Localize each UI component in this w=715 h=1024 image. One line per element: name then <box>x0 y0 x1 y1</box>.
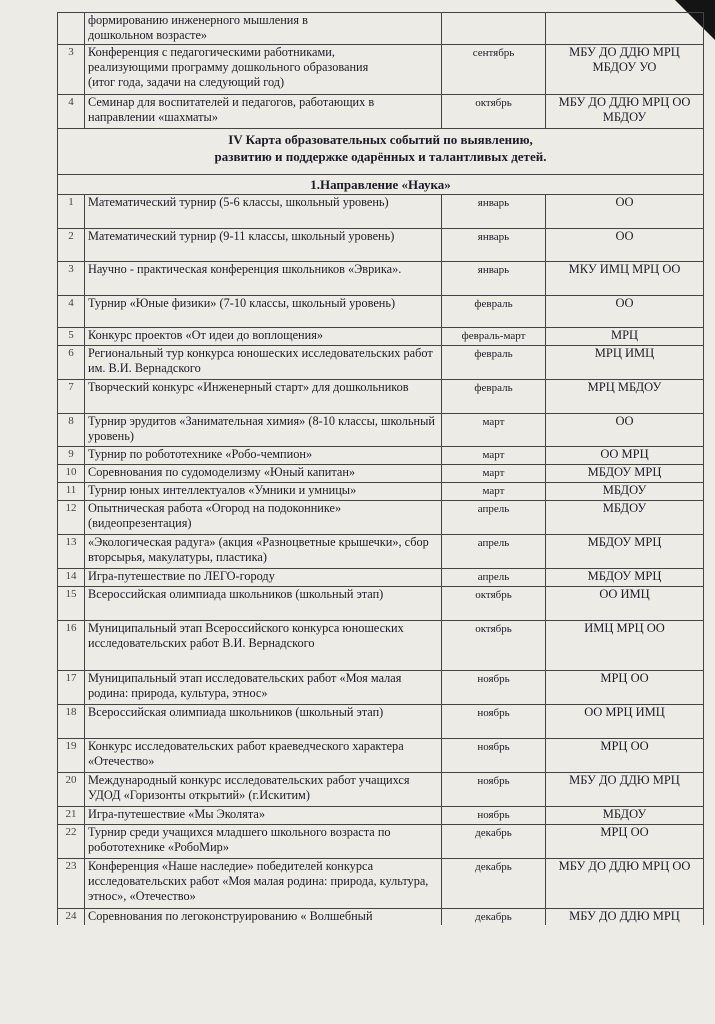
row-number: 24 <box>58 909 85 926</box>
event-month: апрель <box>442 535 546 569</box>
row-number: 2 <box>58 229 85 262</box>
row-number: 23 <box>58 859 85 909</box>
event-executor: ИМЦ МРЦ ОО <box>546 621 704 671</box>
event-month: март <box>442 483 546 501</box>
event-text: Соревнования по судомоделизму «Юный капитан» <box>85 465 442 483</box>
event-text <box>85 13 442 45</box>
event-executor: ОО ИМЦ <box>546 587 704 621</box>
table-row <box>58 807 704 825</box>
event-executor: ОО <box>546 195 704 229</box>
event-executor: МРЦ <box>546 328 704 346</box>
event-executor: МРЦ ИМЦ <box>546 346 704 380</box>
event-month: январь <box>442 262 546 296</box>
event-month: февраль <box>442 346 546 380</box>
event-executor: ОО <box>546 229 704 262</box>
event-text: Всероссийская олимпиада школьников (школьный этап) <box>85 587 442 621</box>
event-executor: ОО МРЦ ИМЦ <box>546 705 704 739</box>
row-number: 13 <box>58 535 85 569</box>
event-text-line: Семинар для воспитателей и педагогов, работающих в <box>88 95 375 109</box>
event-text: Математический турнир (5-6 классы, школьный уровень) <box>85 195 442 229</box>
event-text: Творческий конкурс «Инженерный старт» для дошкольников <box>85 380 442 414</box>
event-text: Конкурс исследовательских работ краеведческого характера «Отечество» <box>85 739 442 773</box>
table-row <box>58 773 704 807</box>
event-executor: МБДОУ <box>546 483 704 501</box>
row-number: 14 <box>58 569 85 587</box>
event-month: январь <box>442 195 546 229</box>
event-text-line: Конференция с педагогическими работниками, <box>88 45 335 59</box>
event-executor: ОО МРЦ <box>546 447 704 465</box>
event-text: Конференция «Наше наследие» победителей конкурса исследовательских работ «Моя малая родина: природа, культура, этнос», «Отечество» <box>85 859 442 909</box>
event-executor: МБДОУ МРЦ <box>546 535 704 569</box>
row-number <box>58 13 85 45</box>
event-executor: МБУ ДО ДДЮ МРЦ <box>546 773 704 807</box>
event-text-line: (итог года, задачи на следующий год) <box>88 75 285 89</box>
event-executor: МБДОУ <box>546 501 704 535</box>
row-number: 11 <box>58 483 85 501</box>
table-row <box>58 739 704 773</box>
event-month: февраль <box>442 380 546 414</box>
section-heading <box>58 129 704 175</box>
event-month: февраль-март <box>442 328 546 346</box>
event-text: Турнир эрудитов «Занимательная химия» (8-10 классы, школьный уровень) <box>85 414 442 447</box>
table-row <box>58 825 704 859</box>
table-row <box>58 346 704 380</box>
event-month: декабрь <box>442 909 546 926</box>
event-executor: МБУ ДО ДДЮ МРЦ ОО МБДОУ <box>546 95 704 129</box>
table-row <box>58 587 704 621</box>
table-row <box>58 13 704 45</box>
event-text <box>85 45 442 95</box>
event-text-line: дошкольном возрасте» <box>88 28 208 42</box>
event-month: февраль <box>442 296 546 328</box>
row-number: 9 <box>58 447 85 465</box>
event-month: ноябрь <box>442 773 546 807</box>
events-table <box>57 12 704 925</box>
table-row <box>58 328 704 346</box>
event-text: Турнир среди учащихся младшего школьного возраста по робототехнике «РобоМир» <box>85 825 442 859</box>
event-text <box>85 95 442 129</box>
event-text-line: формированию инженерного мышления в <box>88 13 308 27</box>
event-month: декабрь <box>442 825 546 859</box>
event-month: март <box>442 414 546 447</box>
table-row <box>58 380 704 414</box>
event-month: октябрь <box>442 95 546 129</box>
event-month: апрель <box>442 569 546 587</box>
event-month: сентябрь <box>442 45 546 95</box>
event-month: март <box>442 447 546 465</box>
row-number: 3 <box>58 45 85 95</box>
event-text: Муниципальный этап Всероссийского конкурса юношеских исследовательских работ В.И. Вернадского <box>85 621 442 671</box>
row-number: 18 <box>58 705 85 739</box>
table-row <box>58 501 704 535</box>
event-executor: МБДОУ МРЦ <box>546 465 704 483</box>
row-number: 8 <box>58 414 85 447</box>
event-text: Региональный тур конкурса юношеских исследовательских работ им. В.И. Вернадского <box>85 346 442 380</box>
event-month <box>442 13 546 45</box>
event-executor: МРЦ ОО <box>546 671 704 705</box>
event-text: Математический турнир (9-11 классы, школьный уровень) <box>85 229 442 262</box>
table-row <box>58 262 704 296</box>
event-month: ноябрь <box>442 807 546 825</box>
event-month: ноябрь <box>442 739 546 773</box>
event-text: Опытническая работа «Огород на подоконнике» (видеопрезентация) <box>85 501 442 535</box>
event-executor: МРЦ ОО <box>546 739 704 773</box>
event-executor: МБДОУ МРЦ <box>546 569 704 587</box>
table-row <box>58 621 704 671</box>
event-text: Турнир «Юные физики» (7-10 классы, школьный уровень) <box>85 296 442 328</box>
document-page <box>57 12 703 925</box>
row-number: 1 <box>58 195 85 229</box>
event-text-line: направлении «шахматы» <box>88 110 218 124</box>
row-number: 7 <box>58 380 85 414</box>
table-row <box>58 535 704 569</box>
row-number: 22 <box>58 825 85 859</box>
table-row <box>58 229 704 262</box>
row-number: 6 <box>58 346 85 380</box>
table-row <box>58 671 704 705</box>
section-heading-line: IV Карта образовательных событий по выявлению, <box>228 132 533 147</box>
event-text: Турнир по робототехнике «Робо-чемпион» <box>85 447 442 465</box>
row-number: 4 <box>58 95 85 129</box>
direction-row <box>58 175 704 195</box>
table-row <box>58 45 704 95</box>
event-executor: МРЦ МБДОУ <box>546 380 704 414</box>
row-number: 12 <box>58 501 85 535</box>
table-row <box>58 859 704 909</box>
event-executor: МБУ ДО ДДЮ МРЦ МБДОУ УО <box>546 45 704 95</box>
table-row <box>58 296 704 328</box>
event-text-line: реализующими программу дошкольного образования <box>88 60 369 74</box>
event-text: Игра-путешествие по ЛЕГО-городу <box>85 569 442 587</box>
event-executor: МКУ ИМЦ МРЦ ОО <box>546 262 704 296</box>
event-month: ноябрь <box>442 671 546 705</box>
event-month: октябрь <box>442 621 546 671</box>
event-executor: МБУ ДО ДДЮ МРЦ <box>546 909 704 926</box>
row-number: 21 <box>58 807 85 825</box>
direction-heading: 1.Направление «Наука» <box>58 175 704 195</box>
event-executor: МРЦ ОО <box>546 825 704 859</box>
table-row <box>58 465 704 483</box>
table-row <box>58 95 704 129</box>
event-executor: ОО <box>546 296 704 328</box>
row-number: 15 <box>58 587 85 621</box>
section-heading-line: развитию и поддержке одарённых и талантливых детей. <box>214 149 547 164</box>
row-number: 3 <box>58 262 85 296</box>
table-row <box>58 705 704 739</box>
event-month: декабрь <box>442 859 546 909</box>
event-executor: МБДОУ <box>546 807 704 825</box>
table-row <box>58 447 704 465</box>
event-month: март <box>442 465 546 483</box>
row-number: 17 <box>58 671 85 705</box>
section-heading-row <box>58 129 704 175</box>
event-text: «Экологическая радуга» (акция «Разноцветные крышечки», сбор вторсырья, макулатуры, пластика) <box>85 535 442 569</box>
event-executor <box>546 13 704 45</box>
row-number: 20 <box>58 773 85 807</box>
row-number: 5 <box>58 328 85 346</box>
table-row <box>58 414 704 447</box>
event-executor: МБУ ДО ДДЮ МРЦ ОО <box>546 859 704 909</box>
event-text: Муниципальный этап исследовательских работ «Моя малая родина: природа, культура, этнос» <box>85 671 442 705</box>
event-text: Научно - практическая конференция школьников «Эврика». <box>85 262 442 296</box>
event-text: Конкурс проектов «От идеи до воплощения» <box>85 328 442 346</box>
table-row <box>58 195 704 229</box>
table-row <box>58 909 704 926</box>
event-text: Игра-путешествие «Мы Эколята» <box>85 807 442 825</box>
event-month: январь <box>442 229 546 262</box>
row-number: 10 <box>58 465 85 483</box>
event-text: Соревнования по легоконструированию « Волшебный <box>85 909 442 926</box>
event-executor: ОО <box>546 414 704 447</box>
row-number: 4 <box>58 296 85 328</box>
event-month: ноябрь <box>442 705 546 739</box>
row-number: 16 <box>58 621 85 671</box>
event-month: апрель <box>442 501 546 535</box>
event-month: октябрь <box>442 587 546 621</box>
table-row <box>58 569 704 587</box>
event-text: Всероссийская олимпиада школьников (школьный этап) <box>85 705 442 739</box>
row-number: 19 <box>58 739 85 773</box>
table-row <box>58 483 704 501</box>
event-text: Международный конкурс исследовательских работ учащихся УДОД «Горизонты открытий» (г.Искитим) <box>85 773 442 807</box>
event-text: Турнир юных интеллектуалов «Умники и умницы» <box>85 483 442 501</box>
